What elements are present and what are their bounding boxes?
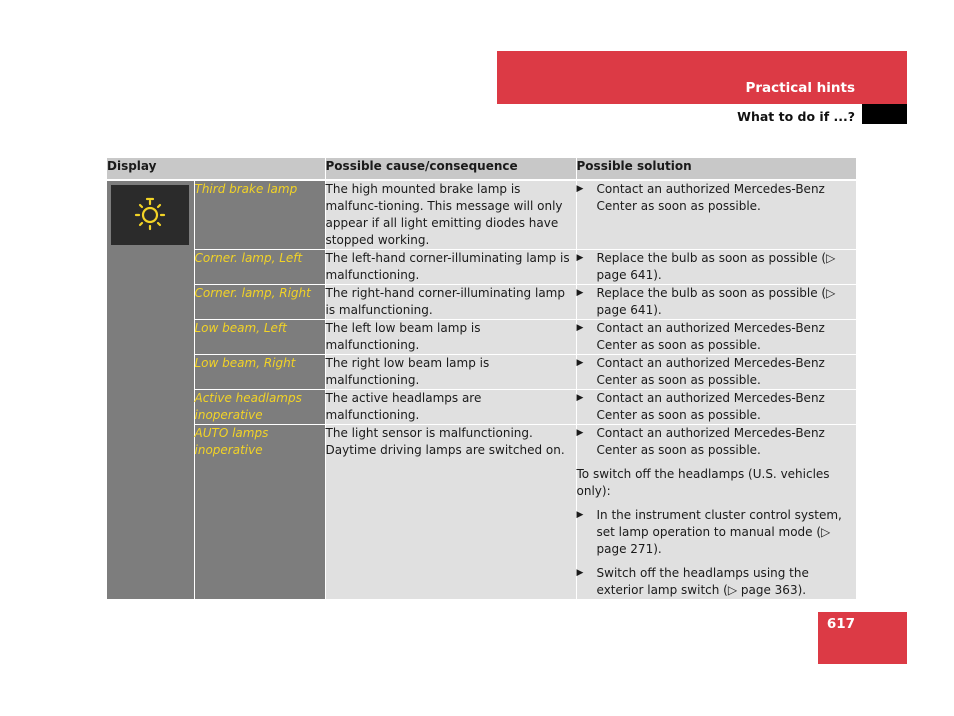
lamp-bulb-icon	[111, 185, 189, 245]
troubleshooting-table	[107, 158, 856, 599]
solution-text: Replace the bulb as soon as possible (▷ page 641).	[596, 286, 836, 317]
display-message: Low beam, Right	[194, 355, 325, 390]
bullet-arrow-icon: ▶	[576, 510, 584, 520]
solution-cell	[576, 355, 856, 390]
display-message: Active headlamps inoperative	[194, 390, 325, 425]
section-title: Practical hints	[745, 80, 855, 96]
solution-text: Contact an authorized Mercedes-Benz Center as soon as possible.	[596, 321, 825, 352]
display-message: Low beam, Left	[194, 320, 325, 355]
cause-text: The right-hand corner-illuminating lamp is malfunctioning.	[325, 285, 576, 320]
bullet-arrow-icon: ▶	[576, 393, 584, 403]
cause-text: The high mounted brake lamp is malfunc-tioning. This message will only appear if all light emitting diodes have stopped working.	[325, 180, 576, 250]
bullet-arrow-icon: ▶	[576, 184, 584, 194]
table-row	[107, 390, 856, 425]
table-row	[107, 320, 856, 355]
display-icon-cell	[107, 180, 194, 599]
cause-text: The active headlamps are malfunctioning.	[325, 390, 576, 425]
bullet-arrow-icon: ▶	[576, 568, 584, 578]
solution-cell	[576, 180, 856, 250]
solution-cell	[576, 320, 856, 355]
bullet-arrow-icon: ▶	[576, 358, 584, 368]
bullet-arrow-icon: ▶	[576, 288, 584, 298]
solution-cell	[576, 285, 856, 320]
cause-text: The light sensor is malfunctioning. Daytime driving lamps are switched on.	[325, 425, 576, 600]
page-number: 617	[826, 616, 855, 632]
cause-text: The left low beam lamp is malfunctioning.	[325, 320, 576, 355]
solution-cell	[576, 390, 856, 425]
bullet-arrow-icon: ▶	[576, 323, 584, 333]
solution-text: In the instrument cluster control system, set lamp operation to manual mode (▷ page 271).	[596, 508, 842, 556]
header-band	[497, 51, 907, 104]
display-message: Corner. lamp, Right	[194, 285, 325, 320]
col-header-display: Display	[107, 158, 325, 180]
cause-text: The right low beam lamp is malfunctioning.	[325, 355, 576, 390]
col-header-cause: Possible cause/consequence	[325, 158, 576, 180]
solution-text: Contact an authorized Mercedes-Benz Center as soon as possible.	[596, 182, 825, 213]
cause-text: The left-hand corner-illuminating lamp is malfunctioning.	[325, 250, 576, 285]
solution-note: To switch off the headlamps (U.S. vehicles only):	[576, 467, 830, 498]
solution-text: Replace the bulb as soon as possible (▷ page 641).	[596, 251, 836, 282]
table-row	[107, 180, 856, 250]
display-message: Third brake lamp	[194, 180, 325, 250]
subsection-title: What to do if ...?	[737, 109, 855, 124]
bullet-arrow-icon: ▶	[576, 253, 584, 263]
display-message: Corner. lamp, Left	[194, 250, 325, 285]
solution-cell	[576, 250, 856, 285]
solution-text: Switch off the headlamps using the exterior lamp switch (▷ page 363).	[596, 566, 809, 597]
col-header-solution: Possible solution	[576, 158, 856, 180]
solution-text: Contact an authorized Mercedes-Benz Center as soon as possible.	[596, 426, 825, 457]
display-message: AUTO lamps inoperative	[194, 425, 325, 600]
solution-text: Contact an authorized Mercedes-Benz Center as soon as possible.	[596, 391, 825, 422]
table-row	[107, 355, 856, 390]
table-row	[107, 250, 856, 285]
solution-text: Contact an authorized Mercedes-Benz Center as soon as possible.	[596, 356, 825, 387]
table-row	[107, 425, 856, 600]
bullet-arrow-icon: ▶	[576, 428, 584, 438]
table-row	[107, 285, 856, 320]
solution-cell	[576, 425, 856, 600]
header-marker	[862, 104, 907, 124]
